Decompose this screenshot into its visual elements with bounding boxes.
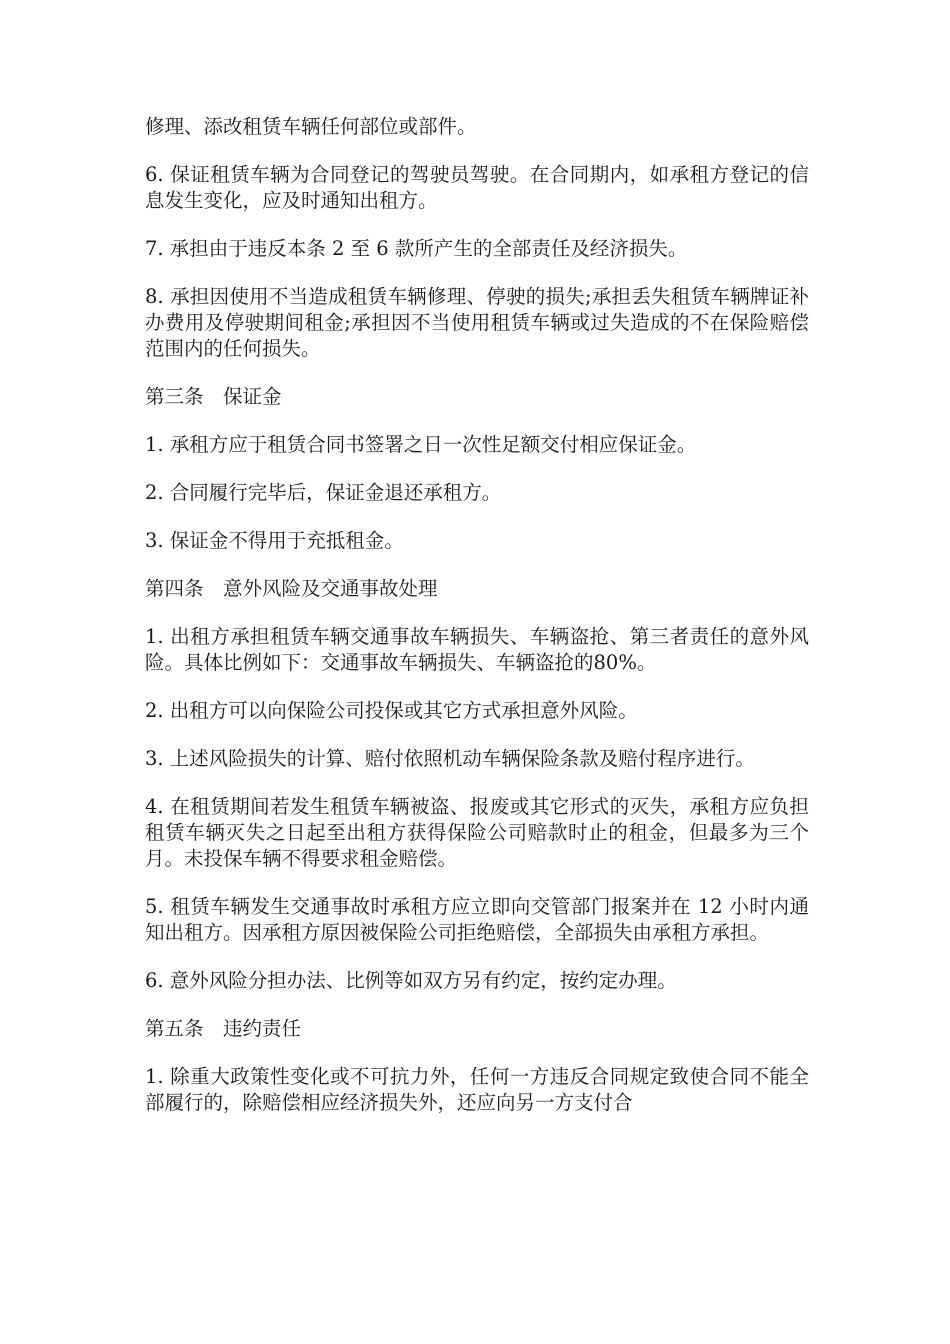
clause-item: 6. 保证租赁车辆为合同登记的驾驶员驾驶。在合同期内，如承租方登记的信息发生变化，应及时通知出租方。 [145, 163, 809, 212]
article-heading: 第五条 违约责任 [145, 1017, 302, 1040]
clause-item: 5. 租赁车辆发生交通事故时承租方应立即向交管部门报案并在 12 小时内通知出租方。因承租方原因被保险公司拒绝赔偿，全部损失由承租方承担。 [145, 895, 809, 944]
clause-item: 6. 意外风险分担办法、比例等如双方另有约定，按约定办理。 [145, 969, 677, 992]
clause-item: 1. 除重大政策性变化或不可抗力外，任何一方违反合同规定致使合同不能全部履行的，除赔偿相应经济损失外，还应向另一方支付合 [145, 1065, 809, 1114]
clause-item: 3. 保证金不得用于充抵租金。 [145, 529, 404, 552]
clause-item: 2. 合同履行完毕后，保证金退还承租方。 [145, 481, 502, 504]
article-heading: 第四条 意外风险及交通事故处理 [145, 577, 438, 600]
paragraph: 修理、添改租赁车辆任何部位或部件。 [145, 115, 477, 138]
article-heading: 第三条 保证金 [145, 385, 282, 408]
clause-item: 2. 出租方可以向保险公司投保或其它方式承担意外风险。 [145, 699, 638, 722]
clause-item: 4. 在租赁期间若发生租赁车辆被盗、报废或其它形式的灭失，承租方应负担租赁车辆灭失之日起至出租方获得保险公司赔款时止的租金，但最多为三个月。未投保车辆不得要求租金赔偿。 [145, 795, 809, 870]
clause-item: 1. 承租方应于租赁合同书签署之日一次性足额交付相应保证金。 [145, 433, 697, 456]
clause-item: 8. 承担因使用不当造成租赁车辆修理、停驶的损失;承担丢失租赁车辆牌证补办费用及停驶期间租金;承担因不当使用租赁车辆或过失造成的不在保险赔偿范围内的任何损失。 [145, 285, 809, 360]
clause-item: 1. 出租方承担租赁车辆交通事故车辆损失、车辆盗抢、第三者责任的意外风险。具体比例如下：交通事故车辆损失、车辆盗抢的80%。 [145, 625, 809, 674]
clause-item: 3. 上述风险损失的计算、赔付依照机动车辆保险条款及赔付程序进行。 [145, 747, 755, 770]
document-body [145, 114, 809, 1138]
clause-item: 7. 承担由于违反本条 2 至 6 款所产生的全部责任及经济损失。 [145, 237, 688, 260]
